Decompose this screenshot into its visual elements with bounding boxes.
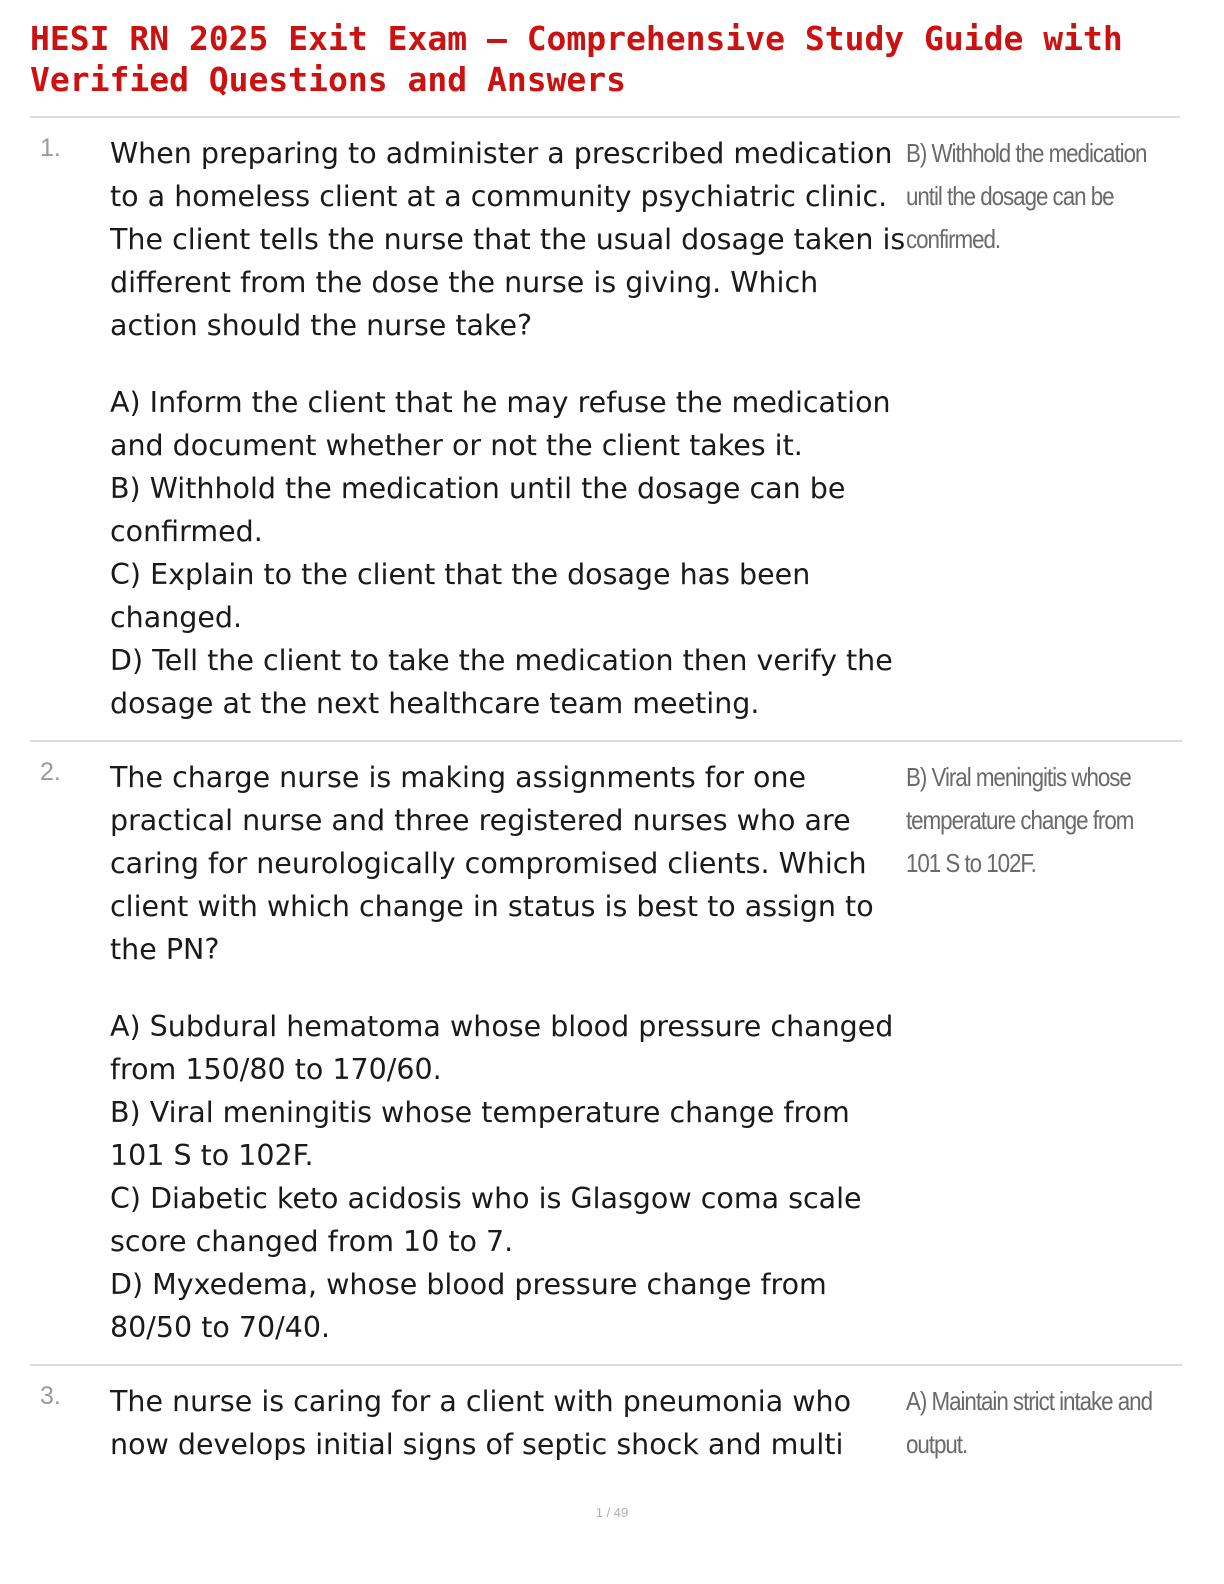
option-d: D) Myxedema, whose blood pressure change from 80/50 to 70/40. — [110, 1268, 827, 1344]
question-text: The charge nurse is making assignments for one practical nurse and three registered nurses who are caring for neurologically compromised clients. Which client with which change in status is best to assign to the PN? — [110, 761, 874, 966]
question-body — [110, 132, 910, 725]
page-indicator: 1 / 49 — [595, 1505, 629, 1520]
answer-text: B) Viral meningitis whose temperature change from 101 S to 102F. — [906, 762, 1134, 878]
question-body — [110, 1380, 910, 1466]
question-text: When preparing to administer a prescribed medication to a homeless client at a community psychiatric clinic. The client tells the nurse that the usual dosage taken is different from the dose the nurse is giving. Which action should the nurse take? — [110, 137, 906, 342]
question-number: 3. — [40, 1382, 61, 1410]
option-list — [110, 1005, 910, 1349]
answer-text: B) Withhold the medication until the dosage can be confirmed. — [906, 138, 1147, 254]
document-title: HESI RN 2025 Exit Exam – Comprehensive Study Guide with Verified Questions and Answers — [30, 19, 1123, 99]
question-number: 1. — [40, 134, 61, 162]
option-b: B) Withhold the medication until the dosage can be confirmed. — [110, 472, 846, 548]
question-text: The nurse is caring for a client with pneumonia who now develops initial signs of septic shock and multi — [110, 1385, 852, 1461]
title-divider — [30, 116, 1180, 118]
question-body — [110, 756, 910, 1349]
question-number: 2. — [40, 758, 61, 786]
question-divider — [30, 1364, 1182, 1366]
option-d: D) Tell the client to take the medication then verify the dosage at the next healthcare team meeting. — [110, 644, 893, 720]
option-c: C) Diabetic keto acidosis who is Glasgow coma scale score changed from 10 to 7. — [110, 1182, 862, 1258]
option-b: B) Viral meningitis whose temperature change from 101 S to 102F. — [110, 1096, 850, 1172]
option-list — [110, 381, 910, 725]
question-divider — [30, 740, 1182, 742]
option-c: C) Explain to the client that the dosage has been changed. — [110, 558, 811, 634]
answer-text: A) Maintain strict intake and output. — [906, 1386, 1152, 1459]
option-a: A) Subdural hematoma whose blood pressure changed from 150/80 to 170/60. — [110, 1010, 894, 1086]
option-a: A) Inform the client that he may refuse the medication and document whether or not the client takes it. — [110, 386, 891, 462]
